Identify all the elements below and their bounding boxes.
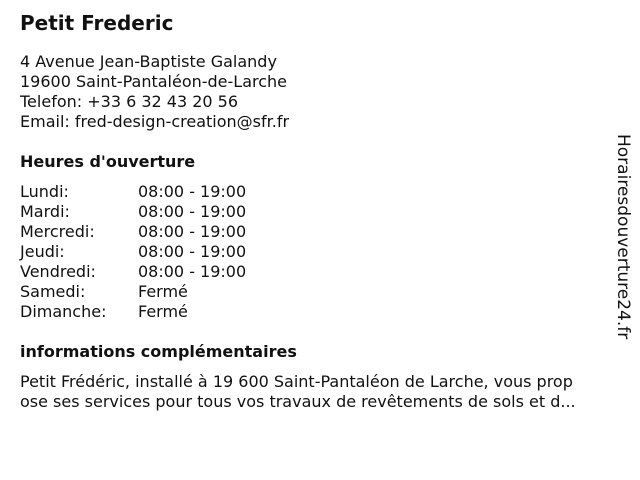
email-line: Email: fred-design-creation@sfr.fr <box>20 112 290 131</box>
time-value: 08:00 - 19:00 <box>138 202 247 221</box>
address-line-2: 19600 Saint-Pantaléon-de-Larche <box>20 72 288 91</box>
day-label: Mercredi: <box>20 222 95 241</box>
time-value: 08:00 - 19:00 <box>138 262 247 281</box>
watermark-text: Horairesdouverture24.fr <box>613 134 633 340</box>
day-label: Jeudi: <box>20 242 65 261</box>
day-label: Vendredi: <box>20 262 96 281</box>
hours-row-sunday <box>20 302 620 322</box>
time-value: 08:00 - 19:00 <box>138 242 247 261</box>
day-label: Lundi: <box>20 182 69 201</box>
hours-row-wednesday <box>20 222 620 242</box>
hours-title: Heures d'ouverture <box>20 152 196 171</box>
business-name: Petit Frederic <box>20 11 174 35</box>
info-line-2: ose ses services pour tous vos travaux de revêtements de sols et d... <box>20 392 576 411</box>
address-line-1: 4 Avenue Jean-Baptiste Galandy <box>20 52 277 71</box>
time-value: 08:00 - 19:00 <box>138 222 247 241</box>
info-description <box>20 372 622 412</box>
phone-line: Telefon: +33 6 32 43 20 56 <box>20 92 239 111</box>
time-value: Fermé <box>138 302 188 321</box>
time-value: Fermé <box>138 282 188 301</box>
day-label: Mardi: <box>20 202 70 221</box>
hours-row-saturday <box>20 282 620 302</box>
time-value: 08:00 - 19:00 <box>138 182 247 201</box>
info-title: informations complémentaires <box>20 342 297 361</box>
hours-row-friday <box>20 262 620 282</box>
day-label: Samedi: <box>20 282 86 301</box>
hours-row-tuesday <box>20 202 620 222</box>
business-card <box>20 10 620 412</box>
hours-row-thursday <box>20 242 620 262</box>
hours-table <box>20 182 620 322</box>
info-line-1: Petit Frédéric, installé à 19 600 Saint-Pantaléon de Larche, vous prop <box>20 372 573 391</box>
hours-row-monday <box>20 182 620 202</box>
day-label: Dimanche: <box>20 302 107 321</box>
